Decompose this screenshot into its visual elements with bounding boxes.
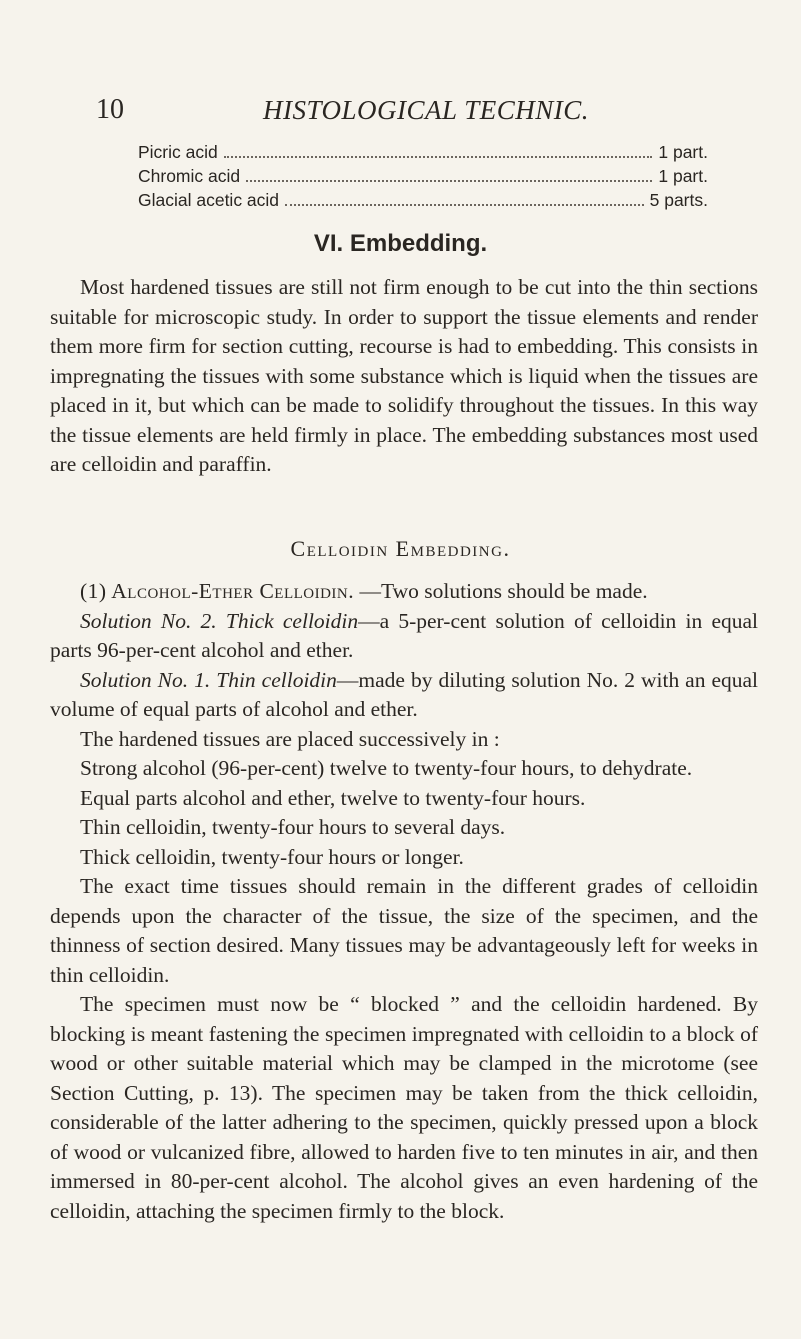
subsection-heading: Celloidin Embedding.: [290, 536, 511, 561]
recipe-list: [138, 140, 708, 212]
ingredient-name: Chromic acid: [138, 166, 241, 186]
intro-block: [50, 273, 758, 480]
solution-2-name: Thick celloidin: [225, 608, 359, 633]
ingredient-name: Glacial acetic acid: [138, 190, 280, 210]
leader-dots: [246, 180, 652, 182]
ingredient-amount: 1 part.: [658, 142, 708, 162]
steps-intro: The hardened tissues are placed successively in :: [80, 726, 500, 751]
blocking-paragraph: The specimen must now be “ blocked ” and the celloidin hardened. By blocking is meant fastening the specimen impregnated with celloidin to a block of wood or other suitable material which may be clamped in the microtome (see Section Cutting, p. 13). The specimen may be taken from the thick celloidin, considerable of the latter adhering to the specimen, quickly pressed upon a block of wood or vulcanized fibre, allowed to harden five to ten minutes in air, and then immersed in 80-per-cent alcohol. The alcohol gives an even hardening of the celloidin, attaching the specimen firmly to the block.: [50, 992, 758, 1223]
method-paragraph: [50, 577, 758, 607]
intro-paragraph: Most hardened tissues are still not firm enough to be cut into the thin sections suitable for microscopic study. In order to support the tissue elements and render them more firm for section cutting, recourse is had to embedding. This consists in impregnating the tissues with some substance which is liquid when the tissues are placed in it, but which can be made to solidify throughout the tissues. In this way the tissue elements are held firmly in place. The embedding substances most used are celloidin and paraffin.: [50, 275, 758, 476]
section-heading: VI. Embedding.: [313, 230, 488, 257]
step-item: Thick celloidin, twenty-four hours or longer.: [80, 844, 464, 869]
recipe-row: [138, 140, 708, 164]
celloidin-text: [50, 577, 758, 1226]
solution-2-label: Solution No. 2.: [80, 608, 217, 633]
solution-2-text: —a 5-per-cent solution of celloidin in equal parts 96-per-cent alcohol and ether.: [50, 608, 759, 662]
leader-dots: [285, 204, 644, 206]
solution-1-paragraph: [50, 666, 758, 725]
leader-dots: [224, 156, 653, 158]
solution-2-paragraph: [50, 607, 758, 666]
timing-paragraph: The exact time tissues should remain in the different grades of celloidin depends upon the character of the tissue, the size of the specimen, and the thinness of section desired. Many tissues may be advantageously left for weeks in thin celloidin.: [50, 874, 758, 987]
recipe-row: [138, 188, 708, 212]
solution-1-name: Thin celloidin: [216, 667, 337, 692]
ingredient-amount: 1 part.: [658, 166, 708, 186]
step-item: Thin celloidin, twenty-four hours to several days.: [80, 815, 506, 839]
step-item: Equal parts alcohol and ether, twelve to twenty-four hours.: [80, 785, 586, 810]
method-label: (1) Alcohol-Ether Celloidin.: [80, 579, 355, 603]
method-text: —Two solutions should be made.: [354, 579, 648, 603]
solution-1-text: —made by diluting solution No. 2 with an equal volume of equal parts of alcohol and ether.: [50, 667, 759, 721]
recipe-row: [138, 164, 708, 188]
page-number: 10: [96, 94, 124, 125]
ingredient-name: Picric acid: [138, 142, 218, 162]
solution-1-label: Solution No. 1.: [80, 667, 211, 692]
running-head: HISTOLOGICAL TECHNIC.: [262, 95, 590, 125]
step-item: Strong alcohol (96-per-cent) twelve to twenty-four hours, to dehydrate.: [80, 756, 693, 780]
page-header: [96, 92, 756, 128]
ingredient-amount: 5 parts.: [649, 190, 708, 210]
